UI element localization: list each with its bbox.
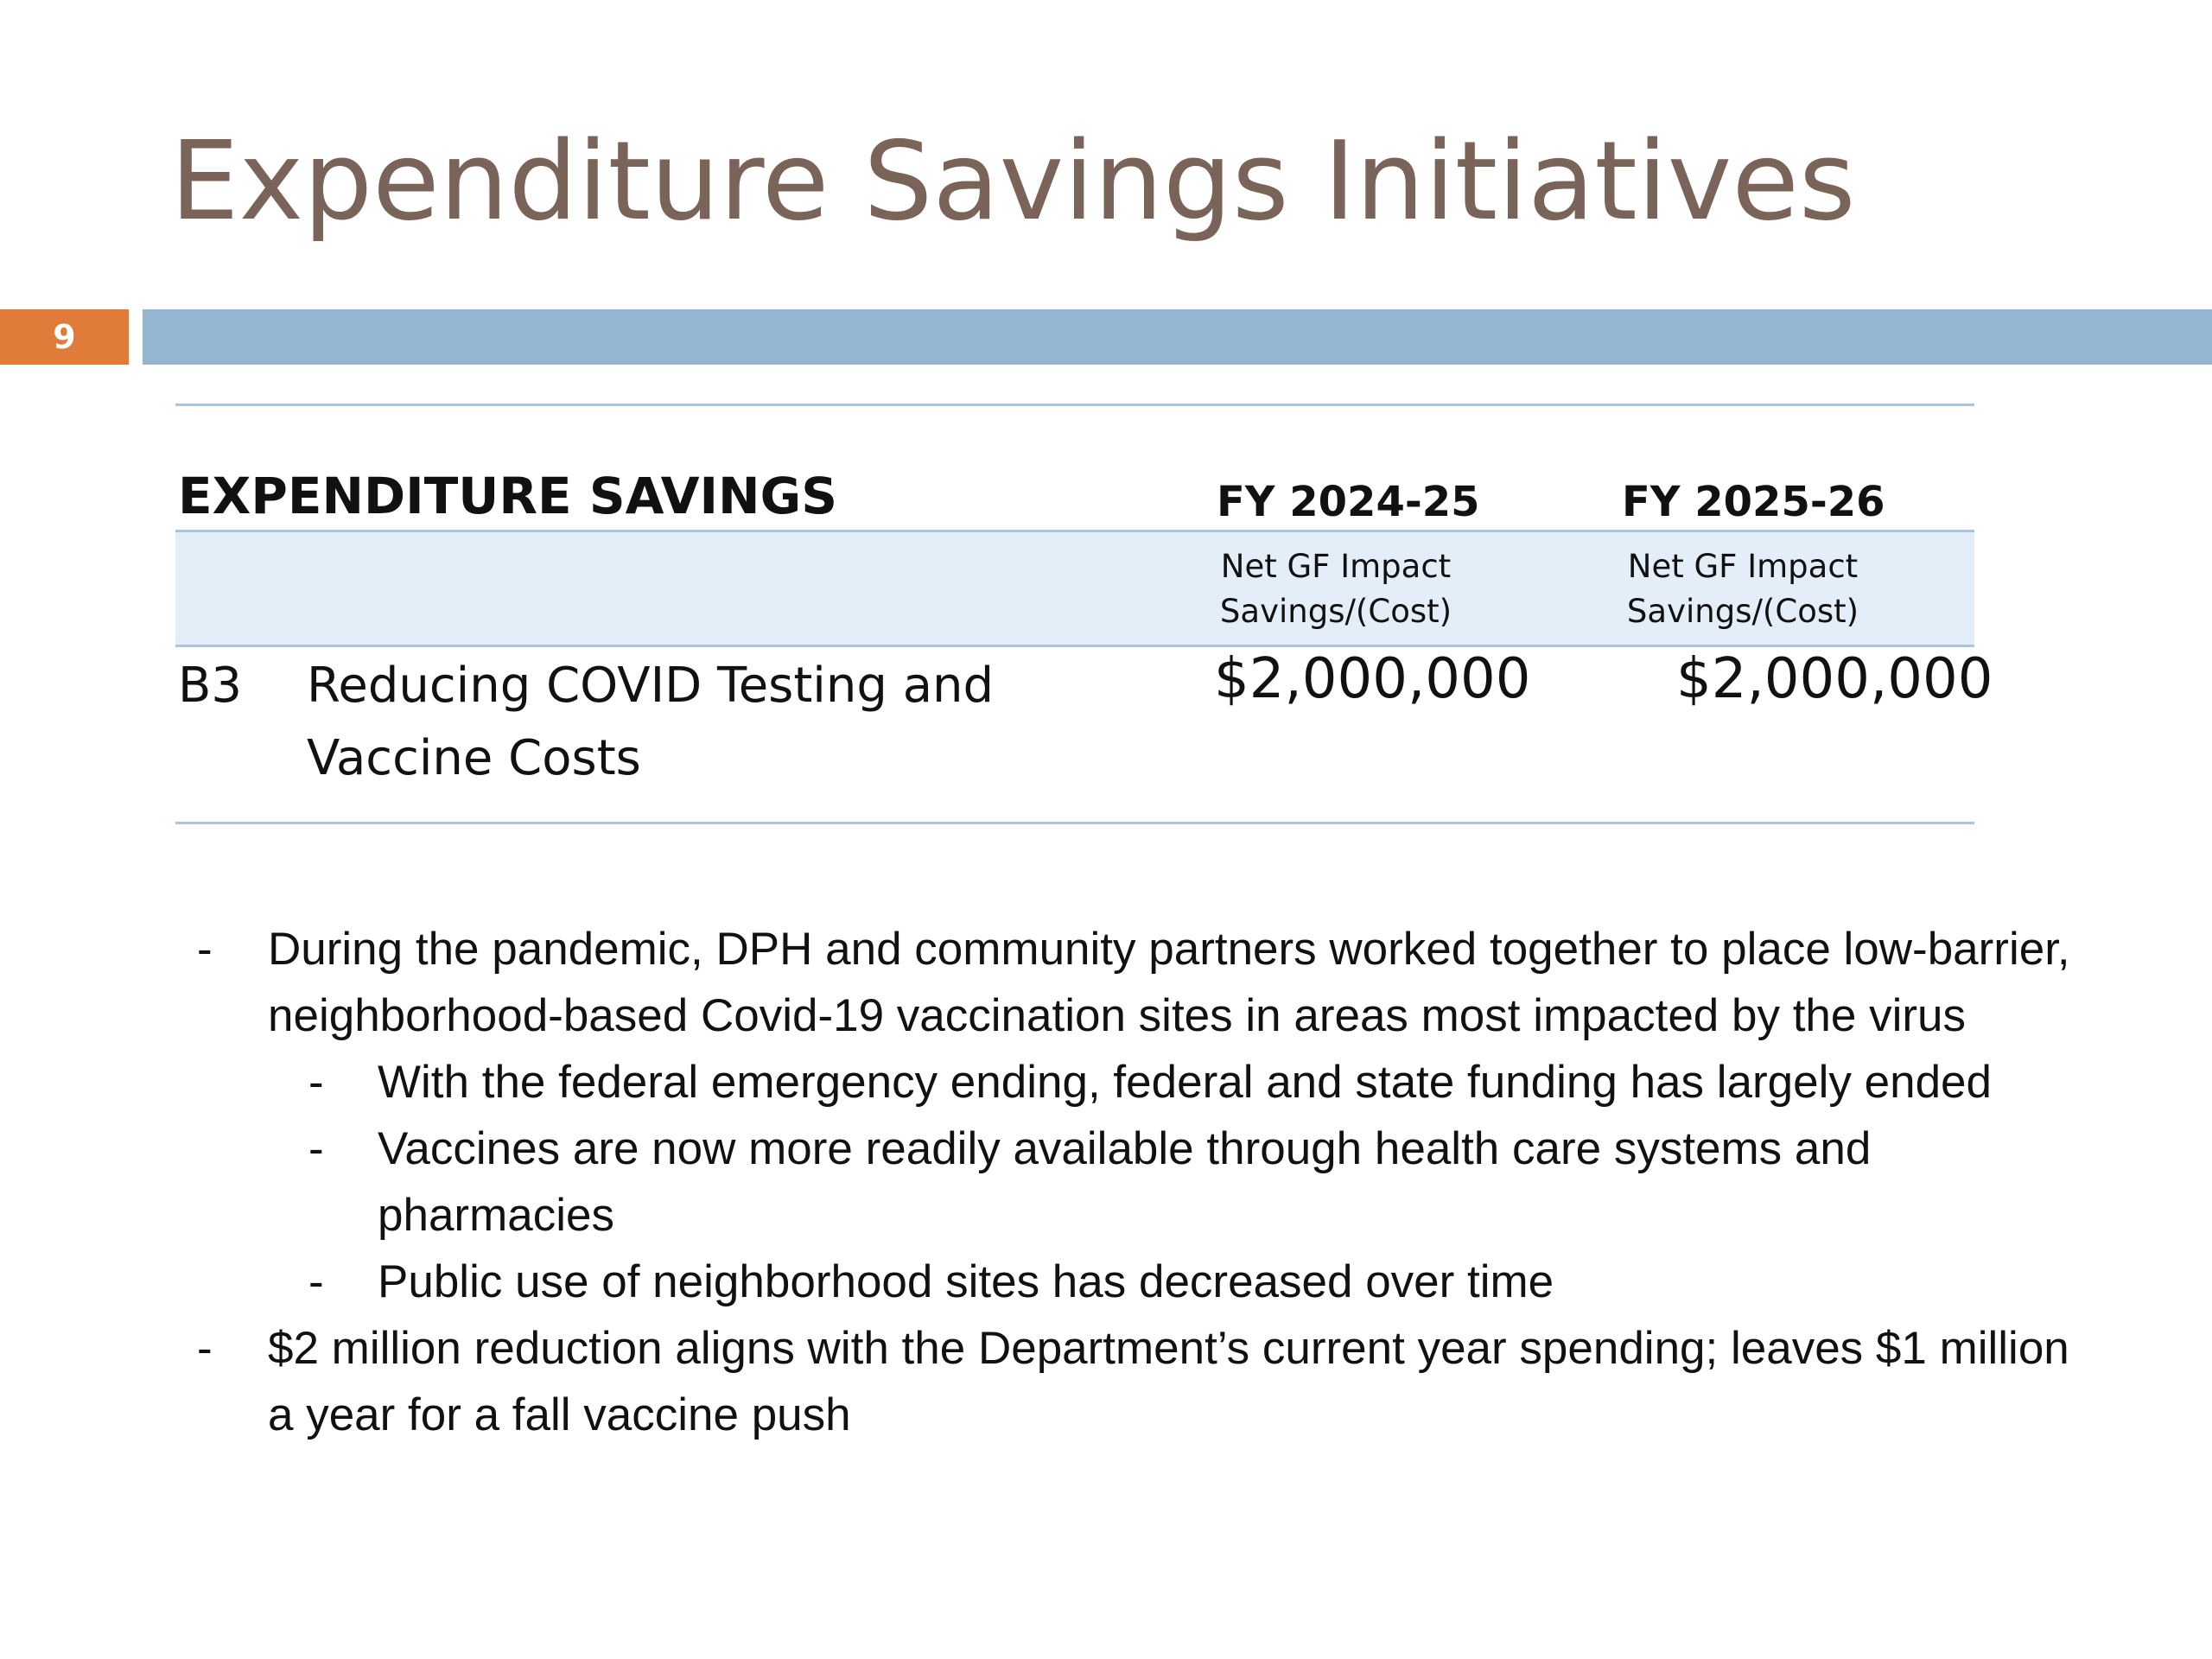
table-bottom-rule xyxy=(175,822,1974,824)
bullet-dash: - xyxy=(197,1323,213,1374)
sub-bullet-item xyxy=(0,1116,2074,1249)
bullet-item xyxy=(0,916,2074,1049)
subheader-cell-fy-2024-25 xyxy=(1206,544,1465,634)
bullet-dash: - xyxy=(308,1057,324,1108)
subheader-cell-fy-2025-26 xyxy=(1613,544,1872,634)
row-code: B3 xyxy=(178,658,243,714)
sub-bullet-item xyxy=(0,1049,2074,1116)
table-subheader-row xyxy=(175,530,1974,647)
bullet-dash: - xyxy=(308,1123,324,1174)
row-value-fy-2025-26: $2,000,000 xyxy=(1676,647,1993,711)
bullet-text: Vaccines are now more readily available through health care systems and pharmacies xyxy=(378,1123,1872,1241)
bullet-list xyxy=(0,916,2212,1448)
slide-title: Expenditure Savings Initiatives xyxy=(170,118,1856,245)
bullet-text: Public use of neighborhood sites has decreased over time xyxy=(378,1256,1554,1307)
table-heading: EXPENDITURE SAVINGS xyxy=(178,467,837,525)
page-number: 9 xyxy=(0,309,129,365)
row-description: Reducing COVID Testing and Vaccine Costs xyxy=(307,658,995,786)
table-top-rule xyxy=(175,404,1974,406)
bullet-dash: - xyxy=(308,1256,324,1307)
bullet-dash: - xyxy=(197,924,213,975)
bullet-text: With the federal emergency ending, federal and state funding has largely ended xyxy=(378,1057,1992,1108)
column-header-fy-2024-25: FY 2024-25 xyxy=(1217,478,1480,526)
bullet-text: $2 million reduction aligns with the Department’s current year spending; leaves $1 million a year for a fall vaccine push xyxy=(268,1323,2069,1440)
subheader-line-savings: Savings/(Cost) xyxy=(1626,593,1859,630)
bullet-item xyxy=(0,1315,2074,1448)
bullet-text: During the pandemic, DPH and community partners worked together to place low-barrier, neighborhood-based Covid-19 vaccination sites in areas most impacted by the virus xyxy=(268,924,2070,1041)
column-header-fy-2025-26: FY 2025-26 xyxy=(1622,478,1885,526)
row-value-fy-2024-25: $2,000,000 xyxy=(1214,647,1531,711)
subheader-line-impact: Net GF Impact xyxy=(1220,548,1452,585)
title-accent-bar xyxy=(143,309,2212,365)
sub-bullet-item xyxy=(0,1249,2074,1315)
subheader-line-impact: Net GF Impact xyxy=(1627,548,1859,585)
subheader-line-savings: Savings/(Cost) xyxy=(1219,593,1452,630)
